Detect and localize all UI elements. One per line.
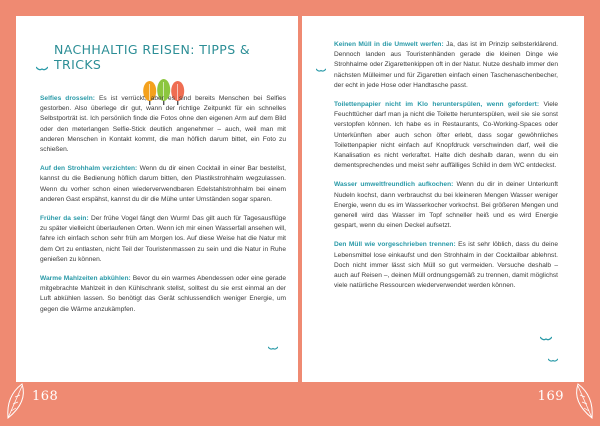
- page-title: NACHHALTIG REISEN: TIPPS & TRICKS: [54, 42, 251, 72]
- tip-heading: Auf den Strohhalm verzichten:: [40, 165, 138, 173]
- page-number-right: 169: [537, 389, 564, 404]
- bird-icon: [36, 66, 48, 72]
- tip-heading: Wasser umweltfreundlich aufkochen:: [334, 181, 454, 189]
- leaf-icon: [4, 380, 30, 420]
- tip-heading: Warme Mahlzeiten abkühlen:: [40, 275, 131, 283]
- bird-icon: [548, 358, 558, 363]
- tip-heading: Früher da sein:: [40, 215, 89, 223]
- bird-icon: [268, 346, 278, 351]
- left-page: [16, 16, 298, 382]
- tip-heading: Selfies drosseln:: [40, 95, 95, 102]
- right-text-blocks: [334, 40, 558, 300]
- tip-paragraph: [40, 164, 286, 205]
- tip-paragraph: [40, 94, 286, 155]
- tip-text: Es ist sehr löblich, dass du deine Lebensmittel lose einkaufst und den Strohhalm in der Cocktailbar ablehnst. Doch nicht immer lässt sich Müll so gut vermeiden. Versuche deshalb – auch auf Reisen –, deinen Müll ordnungsgemäß zu trennen, damit möglichst viele natürliche Ressourcen wiederverwendet werden können.: [334, 241, 558, 290]
- tip-text: Bevor du ein warmes Abendessen oder eine gerade mitgebrachte Mahlzeit in den Kühlschrank stellst, solltest du sie erst einmal an der Luft abkühlen lassen. So benötigt das Gerät schlussendlich weniger Energie, um gegen die Wärme anzukämpfen.: [40, 275, 286, 313]
- bird-icon: [540, 336, 552, 342]
- tip-heading: Toilettenpapier nicht im Klo herunterspülen, wenn gefordert:: [334, 101, 540, 109]
- tip-text: Wenn du dir in deiner Unterkunft Nudeln kochst, dann verbrauchst du bei kleineren Mengen Wasser weniger Energie, wenn du es im Wasserkocher vorkochst. Bei größeren Mengen und generell wird das Wasser im Topf schneller heiß und es wird Energie gespart, wenn du einen Deckel aufsetzt.: [334, 181, 559, 230]
- tip-paragraph: [40, 274, 286, 315]
- page-number-left: 168: [32, 389, 59, 404]
- right-page: [302, 16, 584, 382]
- tip-heading: Keinen Müll in die Umwelt werfen:: [334, 41, 444, 48]
- left-text-blocks: [40, 94, 286, 324]
- tip-paragraph: [334, 240, 558, 291]
- tip-text: Es ist verrückt, aber es sind bereits Menschen bei Selfies gestorben. Also überlege dir gut, wann der richtige Zeitpunkt für ein schnelles Selbstporträt ist. Ich persönlich finde die Fotos ohne den eigenen Arm auf dem Bild oder den meterlangen Selfie-Stick deutlich angenehmer – auch, weil man mit anderen Menschen in Kontakt kommt, die man höflich darum bittet, ein Foto zu schießen.: [40, 95, 286, 154]
- tip-text: Der frühe Vogel fängt den Wurm! Das gilt auch für Tagesausflüge zu später vielleicht überlaufenen Orten. Wenn ich mir einen Wasserfall ansehen will, fahre ich einfach schon sehr früh am Morgen los. Auf diese Weise hat die Natur mit dem Ort zu entlasten, nicht Teil der Touristenmassen zu sein und die Natur in Ruhe genießen zu können.: [40, 215, 286, 263]
- tip-text: Ja, das ist im Prinzip selbsterklärend. Dennoch landen aus Touristenhänden gerade die kleinen Dinge wie Strohhalme oder Zigarettenkippen oft in der Natur. Nutze deshalb immer den nächsten Mülleimer und für Zigaretten einfach einen Taschenaschenbecher, der echt in jede Hose oder Handtasche passt.: [334, 41, 558, 89]
- tip-text: Viele Feuchttücher darf man ja nicht die Toilette herunterspülen, weil sie sie sonst verstopfen können. Ich habe es in Restaurants, Co-Working-Spaces oder Unterkünften aber auch schon öfter erlebt, dass sogar gewöhnliches Toilettenpapier nicht einfach auf Knopfdruck verschwinden darf, weil die Kanalisation es nicht verkraftet. Halte dich deshalb daran, wenn du ein dementsprechendes und meist sehr auffälliges Schild in dem WC entdeckst.: [334, 101, 558, 170]
- tip-heading: Den Müll wie vorgeschrieben trennen:: [334, 241, 456, 249]
- tip-text: Wenn du dir einen Cocktail in einer Bar bestellst, kannst du die Bedienung höflich darum bitten, den Plastikstrohhalm wegzulassen. Wenn du vorher schon einen wiederverwendbaren Edelstahlstrohhalm bei einem anderen Gast erspähst, kannst du dir die Mühe unter Umständen sogar sparen.: [40, 165, 286, 203]
- tip-paragraph: [334, 100, 558, 171]
- bird-icon: [316, 68, 326, 73]
- tip-paragraph: [40, 214, 286, 265]
- leaf-icon: [570, 380, 596, 420]
- tip-paragraph: [334, 40, 558, 91]
- tip-paragraph: [334, 180, 558, 231]
